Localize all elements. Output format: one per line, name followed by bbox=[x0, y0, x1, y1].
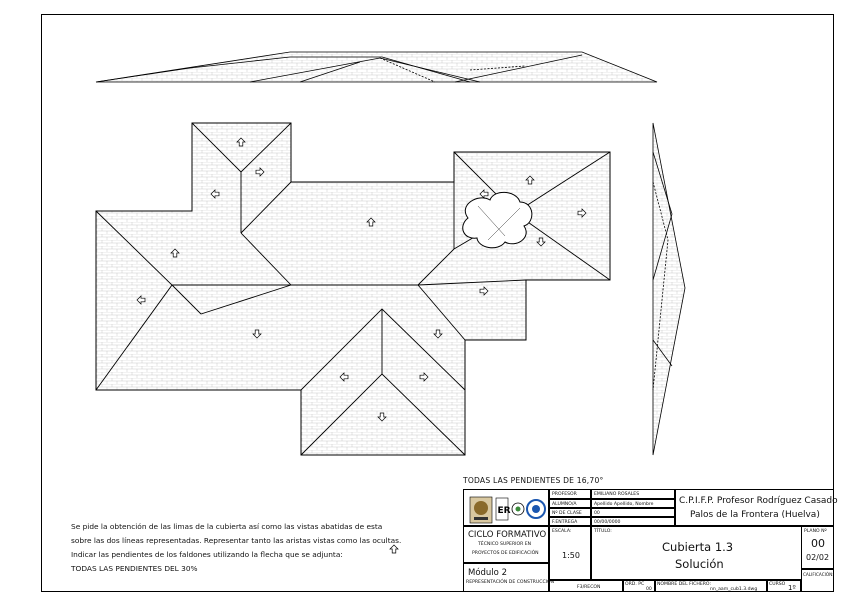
fichero-value: nn_aam_cub1.3.dwg bbox=[710, 587, 758, 592]
plano-value: 00 bbox=[811, 537, 825, 550]
titulo-line1: Cubierta 1.3 bbox=[662, 540, 734, 554]
nclase-value: 00 bbox=[594, 510, 600, 516]
ciclo-title: CICLO FORMATIVO bbox=[468, 530, 547, 540]
curso-cell bbox=[767, 580, 801, 592]
top-elevation bbox=[96, 52, 657, 82]
modulo-title: Módulo 2 bbox=[468, 568, 507, 578]
alumno-label: ALUMNO/A bbox=[552, 501, 577, 507]
code-cell bbox=[549, 580, 623, 592]
side-elevation bbox=[653, 123, 685, 455]
svg-text:ER: ER bbox=[497, 506, 511, 516]
escala-value: 1:50 bbox=[562, 551, 580, 560]
titulo-line2: Solución bbox=[675, 557, 724, 571]
fichero-cell bbox=[655, 580, 767, 592]
entrega-value: 00/00/0000 bbox=[594, 519, 621, 525]
instructions-line-2: sobre las dos líneas representadas. Representar tanto las aristas vistas como las ocultas. bbox=[71, 536, 402, 545]
school-cell bbox=[675, 489, 838, 526]
curso-value: 1º bbox=[788, 584, 796, 592]
modulo-cell bbox=[463, 563, 555, 592]
plano-box bbox=[801, 526, 834, 569]
entrega-label: F.ENTREGA bbox=[552, 519, 578, 525]
escala-cell bbox=[549, 526, 591, 580]
nclase-label: Nº DE CLASE bbox=[552, 510, 582, 516]
instructions-line-1: Se pide la obtención de las limas de la cubierta así como las vistas abatidas de esta bbox=[71, 522, 383, 531]
title-block bbox=[463, 489, 838, 592]
ord-cell bbox=[623, 580, 655, 592]
logos-cell bbox=[463, 489, 549, 526]
instructions-line-4: TODAS LAS PENDIENTES DEL 30% bbox=[71, 564, 198, 573]
fichero-label: NOMBRE DEL FICHERO: bbox=[657, 582, 712, 587]
plano-sheet: 02/02 bbox=[806, 553, 830, 562]
profesor-label: PROFESOR bbox=[552, 492, 577, 497]
school-location: Palos de la Frontera (Huelva) bbox=[690, 510, 820, 520]
ord-value: 00 bbox=[646, 587, 652, 592]
ord-label: ORD. PC bbox=[625, 582, 645, 587]
ciclo-line2: PROYECTOS DE EDIFICACIÓN bbox=[472, 551, 539, 556]
instructions bbox=[71, 520, 451, 576]
plano-label: PLANO Nº bbox=[804, 529, 827, 534]
school-name: C.P.I.F.P. Profesor Rodríguez Casado bbox=[679, 496, 838, 506]
profesor-value: EMILIANO ROSALES bbox=[594, 492, 640, 497]
ciclo-line1: TÉCNICO SUPERIOR EN bbox=[478, 542, 532, 547]
ciclo-cell bbox=[463, 526, 549, 563]
roof-plan bbox=[96, 123, 610, 455]
calificacion-cell bbox=[801, 569, 834, 592]
instructions-line-3: Indicar las pendientes de los faldones utilizando la flecha que se adjunta: bbox=[71, 550, 343, 559]
slopes-note: TODAS LAS PENDIENTES DE 16,70° bbox=[463, 476, 604, 485]
escala-label: ESCALA: bbox=[552, 529, 572, 534]
modulo-subtitle: REPRESENTACIÓN DE CONSTRUCCIÓN bbox=[466, 580, 555, 585]
titulo-label: TÍTULO: bbox=[594, 529, 612, 534]
code-value: F3/RECON bbox=[577, 585, 601, 590]
curso-label: CURSO bbox=[769, 582, 786, 587]
alumno-value: Apellido Apellido, Nombre bbox=[594, 501, 654, 507]
titulo-cell bbox=[591, 526, 823, 580]
calificacion-label: CALIFICACIÓN: bbox=[803, 572, 834, 577]
